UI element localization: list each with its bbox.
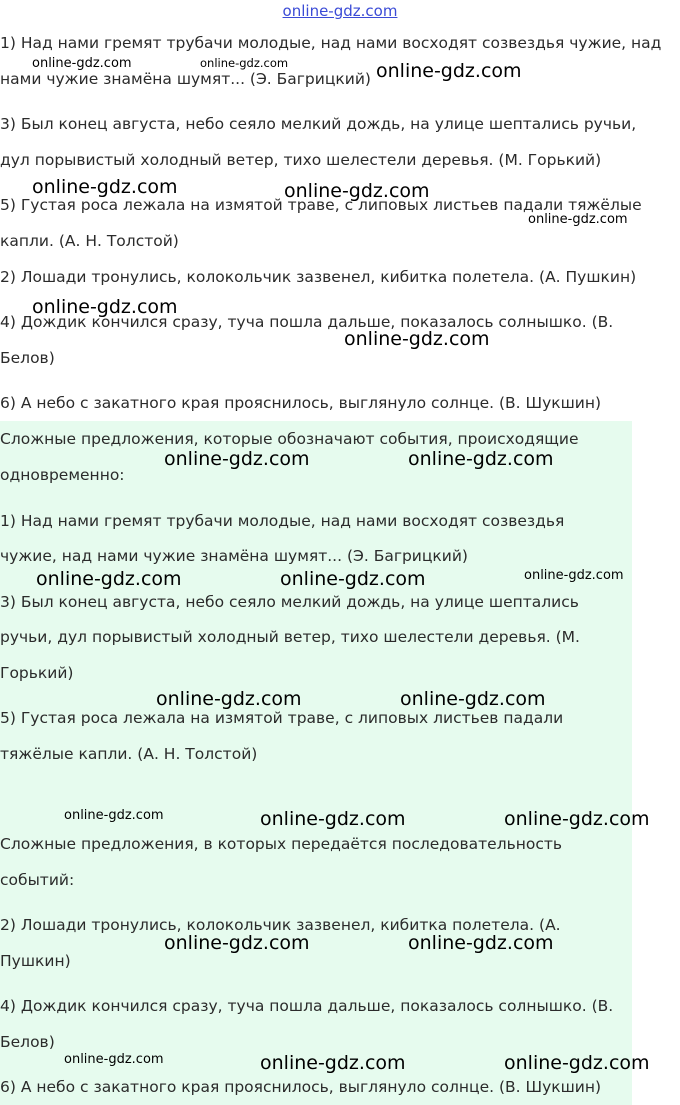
watermark: online-gdz.com — [280, 568, 426, 590]
watermark: online-gdz.com — [260, 1052, 406, 1074]
answer-heading: Сложные предложения, в которых передаётся последовательность — [0, 835, 563, 853]
answer-line: тяжёлые капли. (А. Н. Толстой) — [0, 745, 258, 763]
task-line: 1) Над нами гремят трубачи молодые, над нами восходят созвездья чужие, над — [0, 34, 662, 52]
watermark: online-gdz.com — [376, 60, 522, 82]
watermark: online-gdz.com — [284, 180, 430, 202]
answer-line: 5) Густая роса лежала на измятой траве, с липовых листьев падали — [0, 709, 564, 727]
watermark: online-gdz.com — [504, 808, 650, 830]
watermark: online-gdz.com — [64, 1052, 164, 1067]
watermark: online-gdz.com — [528, 212, 628, 227]
answer-line: 6) А небо с закатного края прояснилось, выглянуло солнце. (В. Шукшин) — [0, 1078, 602, 1096]
task-line: 4) Дождик кончился сразу, туча пошла дальше, показалось солнышко. (В. — [0, 313, 614, 331]
watermark: online-gdz.com — [524, 568, 624, 583]
watermark: online-gdz.com — [156, 688, 302, 710]
answer-line: чужие, над нами чужие знамёна шумят... (Э. Багрицкий) — [0, 547, 468, 565]
answer-heading: Сложные предложения, которые обозначают события, происходящие — [0, 430, 579, 448]
watermark: online-gdz.com — [408, 448, 554, 470]
answer-line: Горький) — [0, 664, 74, 682]
watermark: online-gdz.com — [164, 932, 310, 954]
task-line: Белов) — [0, 349, 55, 367]
answer-line: ручьи, дул порывистый холодный ветер, тихо шелестели деревья. (М. — [0, 628, 580, 646]
watermark: online-gdz.com — [504, 1052, 650, 1074]
watermark: online-gdz.com — [32, 56, 132, 71]
task-line: 2) Лошади тронулись, колокольчик зазвенел, кибитка полетела. (А. Пушкин) — [0, 268, 637, 286]
task-line: 3) Был конец августа, небо сеяло мелкий дождь, на улице шептались ручьи, — [0, 115, 637, 133]
answer-line: Белов) — [0, 1033, 55, 1051]
task-line: капли. (А. Н. Толстой) — [0, 232, 179, 250]
watermark: online-gdz.com — [200, 56, 289, 70]
answer-line: 4) Дождик кончился сразу, туча пошла дальше, показалось солнышко. (В. — [0, 997, 614, 1015]
answer-heading: одновременно: — [0, 466, 125, 484]
answer-line: Пушкин) — [0, 952, 71, 970]
watermark: online-gdz.com — [164, 448, 310, 470]
site-link[interactable]: online-gdz.com — [282, 2, 398, 20]
answer-line: 1) Над нами гремят трубачи молодые, над нами восходят созвездья — [0, 512, 565, 530]
watermark: online-gdz.com — [344, 328, 490, 350]
task-line: 5) Густая роса лежала на измятой траве, с липовых листьев падали тяжёлые — [0, 196, 642, 214]
answer-line: 2) Лошади тронулись, колокольчик зазвенел, кибитка полетела. (А. — [0, 916, 561, 934]
watermark: online-gdz.com — [32, 296, 178, 318]
watermark: online-gdz.com — [400, 688, 546, 710]
watermark: online-gdz.com — [32, 176, 178, 198]
task-line: дул порывистый холодный ветер, тихо шелестели деревья. (М. Горький) — [0, 151, 602, 169]
task-line: нами чужие знамёна шумят... (Э. Багрицкий) — [0, 70, 371, 88]
watermark: online-gdz.com — [260, 808, 406, 830]
watermark: online-gdz.com — [36, 568, 182, 590]
watermark: online-gdz.com — [64, 808, 164, 823]
answer-heading: событий: — [0, 871, 75, 889]
task-line: 6) А небо с закатного края прояснилось, выглянуло солнце. (В. Шукшин) — [0, 394, 602, 412]
watermark: online-gdz.com — [408, 932, 554, 954]
answer-line: 3) Был конец августа, небо сеяло мелкий дождь, на улице шептались — [0, 593, 579, 611]
